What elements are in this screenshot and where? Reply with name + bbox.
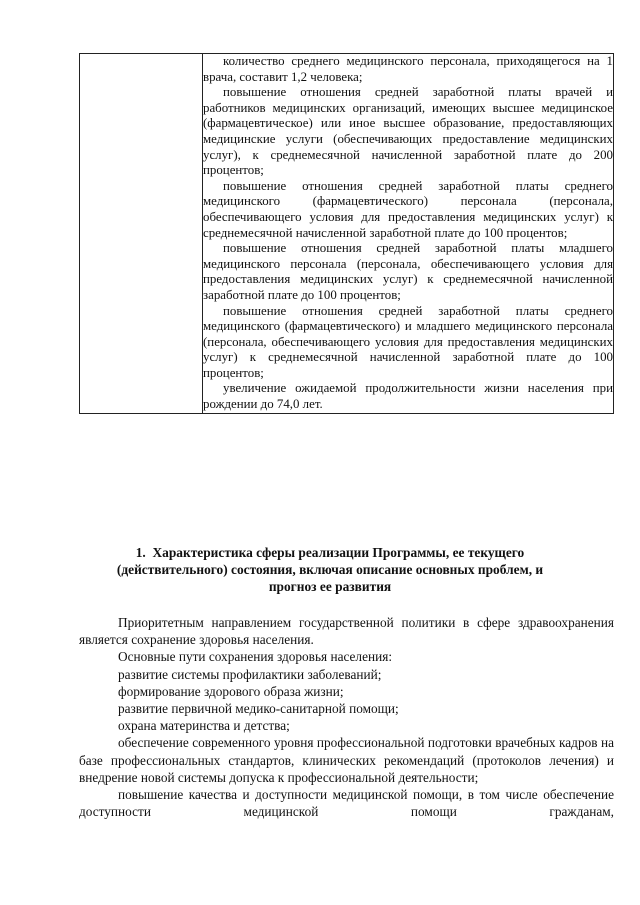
- section-heading: [100, 544, 560, 595]
- body-text: [79, 614, 614, 820]
- continuation-table: [79, 53, 614, 414]
- paragraph: формирование здорового образа жизни;: [118, 683, 344, 699]
- table-right-cell: [203, 54, 614, 414]
- table-row: [80, 54, 614, 414]
- table-item: повышение отношения средней заработной платы среднего медицинского (фармацевтического) и младшего медицинского персонала (персонала, обеспечивающего условия для предоставления медицинских услуг) к среднемесячной начисленной заработной плате до 100 процентов;: [203, 303, 613, 380]
- table-item: количество среднего медицинского персонала, приходящегося на 1 врача, составит 1,2 человека;: [203, 54, 613, 84]
- table-left-cell: [80, 54, 203, 414]
- paragraph: охрана материнства и детства;: [118, 718, 290, 734]
- paragraph: Приоритетным направлением государственной политики в сфере здравоохранения является сохранение здоровья населения.: [79, 615, 614, 648]
- section-title: Характеристика сферы реализации Программы, ее текущего (действительного) состояния, включая описание основных проблем, и прогноз ее развития: [116, 545, 544, 594]
- paragraph: повышение качества и доступности медицинской помощи, в том числе обеспечение доступности медицинской помощи гражданам,: [79, 787, 614, 820]
- paragraph: обеспечение современного уровня профессиональной подготовки врачебных кадров на базе профессиональных стандартов, клинических рекомендаций (протоколов лечения) и внедрение новой системы допуска к профессиональной деятельности;: [79, 735, 614, 785]
- table-item: повышение отношения средней заработной платы врачей и работников медицинских организаций, имеющих высшее медицинское (фармацевтическое) или иное высшее образование, предоставляющих медицинские услуги (обеспечивающих предоставление медицинских услуг), к среднемесячной начисленной заработной плате до 200 процентов;: [203, 85, 613, 178]
- paragraph: Основные пути сохранения здоровья населения:: [118, 649, 393, 665]
- table-item: повышение отношения средней заработной платы среднего медицинского (фармацевтического) персонала (персонала, обеспечивающего условия для предоставления медицинских услуг) к среднемесячной начисленной заработной плате до 100 процентов;: [203, 178, 613, 240]
- table-item: увеличение ожидаемой продолжительности жизни населения при рождении до 74,0 лет.: [203, 381, 613, 412]
- section-number: 1.: [135, 545, 146, 560]
- table-item: повышение отношения средней заработной платы младшего медицинского персонала (персонала, обеспечивающего условия для предоставления медицинских услуг) к среднемесячной начисленной заработной плате до 100 процентов;: [203, 241, 613, 302]
- paragraph: развитие системы профилактики заболеваний;: [118, 666, 382, 682]
- paragraph: развитие первичной медико-санитарной помощи;: [118, 701, 399, 717]
